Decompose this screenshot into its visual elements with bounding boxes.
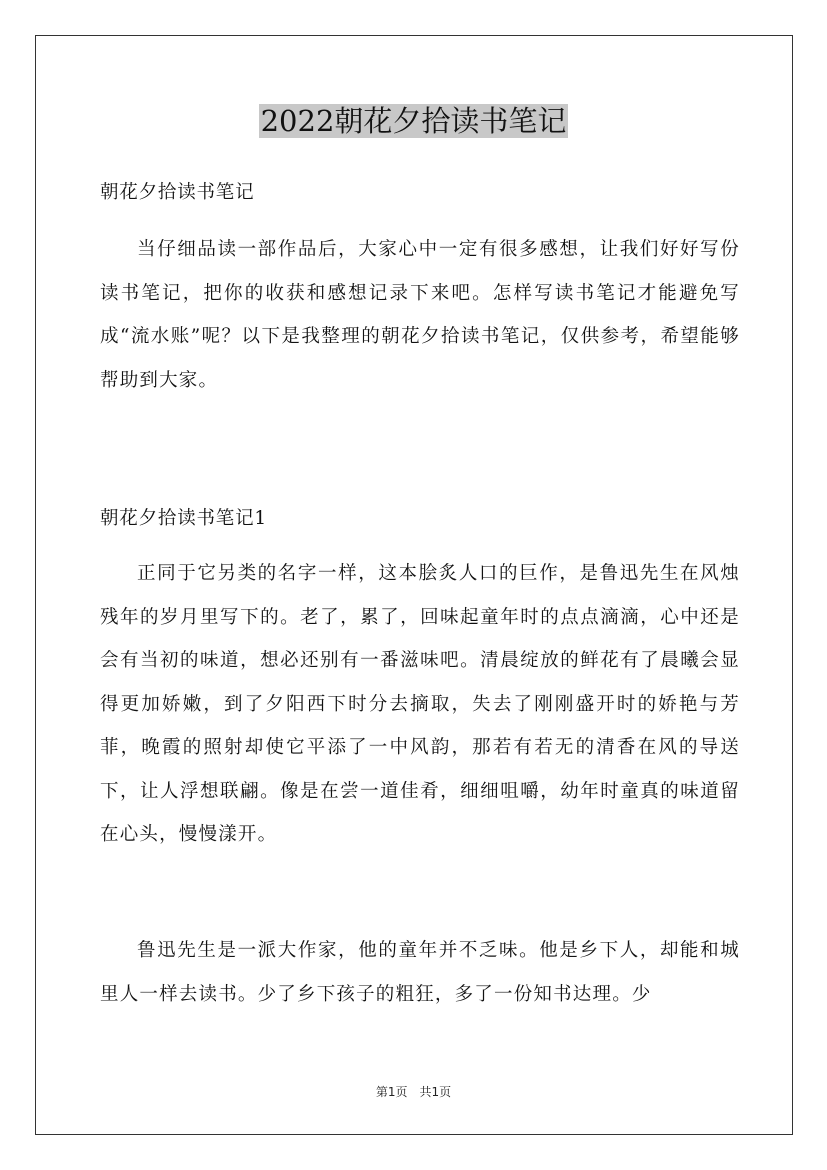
body-paragraph-2: 鲁迅先生是一派大作家，他的童年并不乏味。他是乡下人，却能和城里人一样去读书。少了乡下孩子的粗狂，多了一份知书达理。少 — [100, 940, 740, 1005]
document-title-text: 2022朝花夕拾读书笔记 — [260, 104, 567, 138]
page-number: 第1页 — [375, 1085, 408, 1099]
section-heading: 朝花夕拾读书笔记1 — [100, 508, 267, 529]
document-subtitle: 朝花夕拾读书笔记 — [100, 182, 255, 203]
document-title — [0, 100, 827, 142]
body-paragraph-1: 正同于它另类的名字一样，这本脍炙人口的巨作，是鲁迅先生在风烛残年的岁月里写下的。老了，累了，回味起童年时的点点滴滴，心中还是会有当初的味道，想必还别有一番滋味吧。清晨绽放的鲜花有了晨曦会显得更加娇嫩，到了夕阳西下时分去摘取，失去了刚刚盛开时的娇艳与芳菲，晚霞的照射却使它平添了一中风韵，那若有若无的清香在风的导送下，让人浮想联翩。像是在尝一道佳肴，细细咀嚼，幼年时童真的味道留在心头，慢慢漾开。 — [100, 563, 740, 845]
intro-paragraph: 当仔细品读一部作品后，大家心中一定有很多感想，让我们好好写份读书笔记，把你的收获和感想记录下来吧。怎样写读书笔记才能避免写成“流水账”呢？以下是我整理的朝花夕拾读书笔记，仅供参考，希望能够帮助到大家。 — [100, 239, 740, 391]
page-total: 共1页 — [419, 1085, 452, 1099]
page-footer — [0, 1084, 827, 1100]
